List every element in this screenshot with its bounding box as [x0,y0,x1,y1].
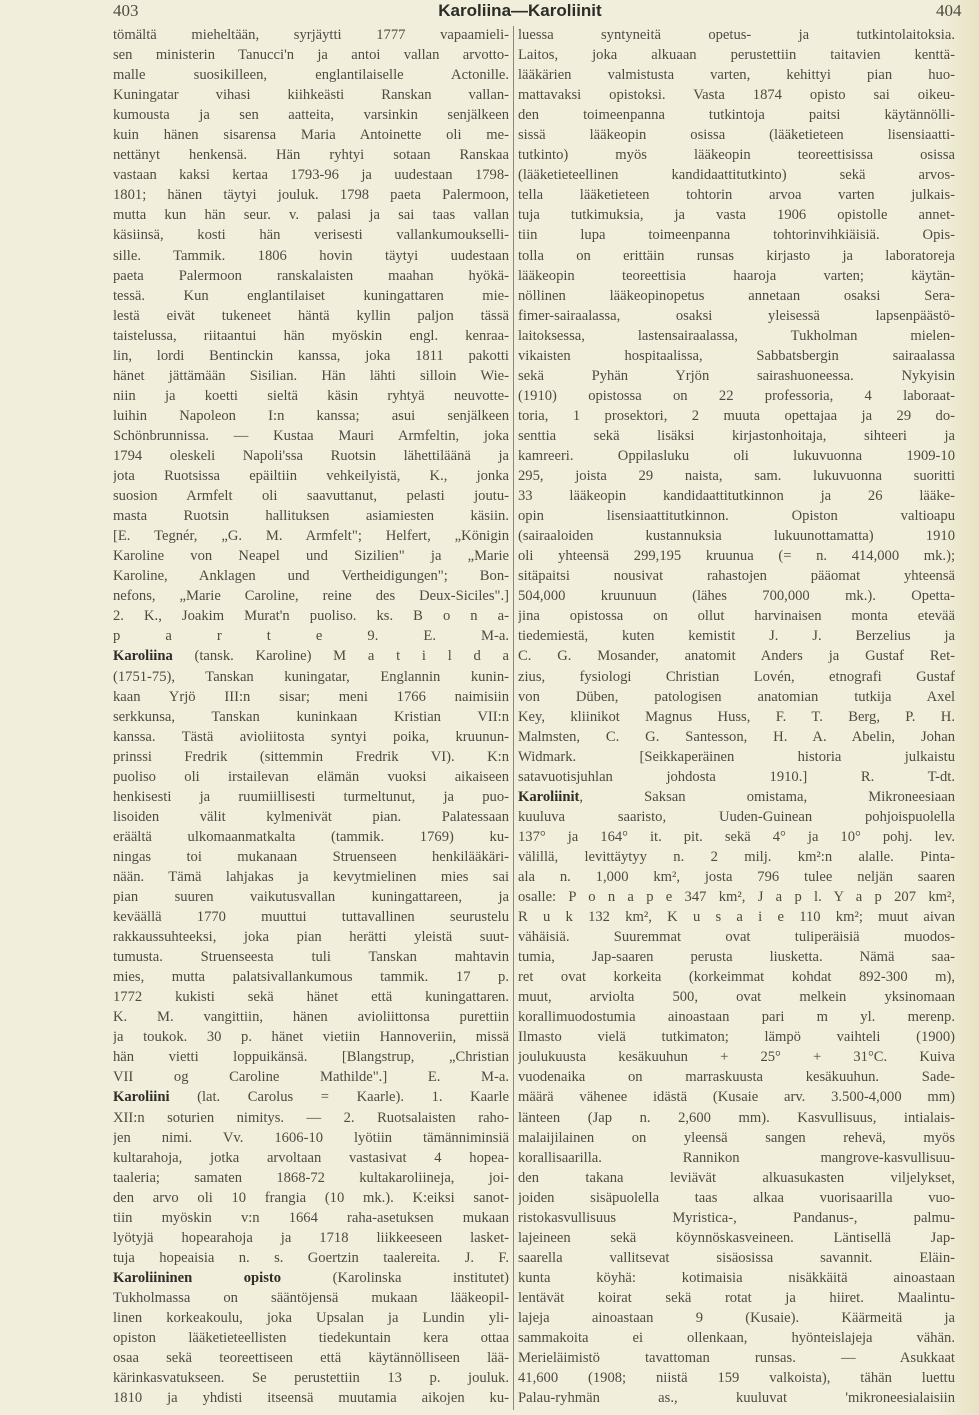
text-line [518,1208,955,1228]
text-line [113,546,509,566]
text-line [518,85,955,105]
text-line [518,326,955,346]
text-line [518,667,955,687]
text-line [113,767,509,787]
text-line [518,105,955,125]
text-line [518,1228,955,1248]
text-line [113,807,509,827]
text-line [113,1328,509,1348]
line-text: serkkunsa, Tanskan kuninkaan Kristian VII:n [113,708,509,725]
line-text: kärinkasvatukseen. Se perustettiin 13 p. jouluk. [113,1370,509,1387]
line-text: den takana leviävät alkuasukasten viljelykset, [518,1169,955,1186]
text-line [518,466,955,486]
text-line [518,707,955,727]
text-line [113,1007,509,1027]
line-text: 504,000 kruunuun (lähes 700,000 mk.). Opetta- [518,588,955,605]
line-text: 1801; hänen täytyi jouluk. 1798 paeta Palermoon, [113,187,509,204]
page-number-right: 404 [936,1,962,20]
text-line [113,205,509,225]
text-line [113,185,509,205]
text-line [518,586,955,606]
line-text: Palau-ryhmän as., kuuluvat 'mikroneesialaisiin [518,1390,955,1407]
text-line [518,165,955,185]
text-line [113,286,509,306]
line-text: henkisesti ja ruumiillisesti turmeltunut, ja puo- [113,788,509,805]
text-line [113,426,509,446]
text-line [113,1208,509,1228]
line-text: joulukuusta kesäkuuhun + 25° + 31°C. Kuiva [518,1049,955,1066]
text-line [113,65,509,85]
line-text: nettänyt henkensä. Hän ryhtyi sotaan Ranskaa [113,147,509,164]
text-line [518,827,955,847]
text-line [113,1308,509,1328]
text-line [518,1188,955,1208]
line-text: tiedemiestä, kuten kemistit J. J. Berzelius ja [518,628,955,645]
line-text: käsiinsä, kosti hän verisesti vallankumoukselli- [113,227,509,244]
text-line [113,967,509,987]
line-text: luihin Napoleon I:n kanssa; asui senjälkeen [113,407,509,424]
line-text: lajeineen sekä köynnöskasveineen. Läntisellä Jap- [518,1229,955,1246]
text-line [518,1148,955,1168]
line-text: prinssi Fredrik (sittemmin Fredrik VI). K:n [113,748,509,765]
text-line [518,266,955,286]
line-text: R u k 132 km², K u s a i e 110 km²; muut aivan [518,909,955,926]
text-line [113,907,509,927]
right-column [518,25,955,1408]
text-line [518,1348,955,1368]
text-line [113,1047,509,1067]
text-line [518,306,955,326]
text-line [518,205,955,225]
line-text: VII og Caroline Mathilde".] E. M-a. [113,1069,509,1086]
text-line [113,606,509,626]
line-text: sitäpaitsi nousivat rahastojen pääomat yhteensä [518,568,955,585]
line-text: sen ministerin Tanucci'n ja antoi vallan arvotto- [113,47,509,64]
line-text: lääkärien valmistusta varten, kehittyi pian huo- [518,67,955,84]
line-text: tiin lupa toimeenpanna tohtorinvihkiäisiä. Opis- [518,227,955,244]
text-line [113,486,509,506]
line-text: (sairaaloiden kustannuksia lukuunottamatta) 1910 [518,528,955,545]
text-line [113,406,509,426]
text-line [113,506,509,526]
line-text: lyötyjä hopearahoja ja 1718 liikkeeseen lasket- [113,1229,509,1246]
line-text: lin, lordi Bentinckin kanssa, joka 1811 pakotti [113,347,509,364]
line-text: lääkeopin teoreettisia haaroja varten; käytän- [518,267,955,284]
line-text: von Düben, patologisen anatomian tutkija Axel [518,688,955,705]
line-text: zius, fysiologi Christian Lovén, etnografi Gustaf [518,668,955,685]
line-text: välillä, levittäytyy n. 2 milj. km²:n alalle. Pinta- [518,848,955,865]
text-line [518,727,955,747]
line-text: opin lisensiaattitutkinnon. Opiston valtioapu [518,508,955,525]
text-line [113,246,509,266]
line-text: vähäisiä. Suuremmat ovat tuliperäisiä muodos- [518,929,955,946]
line-text: malle suosikilleen, englantilaiselle Actonille. [113,67,509,84]
line-text: 1772 kukisti sekä hänet että kuningattaren. [113,989,509,1006]
line-text: korallimuodostumia ainoastaan pari m yl. merenp. [518,1009,955,1026]
line-text: mutta kun hän seur. v. palasi ja sai taas vallan [113,207,509,224]
text-line [113,887,509,907]
line-text: sekä Pyhän Yrjön sairashuoneessa. Nykyisin [518,367,955,384]
text-line [518,1047,955,1067]
line-text: puoliso oli irstailevan elämän vuoksi aikaiseen [113,768,509,785]
text-line [113,787,509,807]
line-text: Ilmasto vielä tutkimaton; lämpö vaihteli (1900) [518,1029,955,1046]
line-text: eräältä ulkomaanmatkalta (tammik. 1769) ku- [113,828,509,845]
line-text: Merieläimistö tavattoman runsas. — Asukkaat [518,1350,955,1367]
text-line [113,747,509,767]
line-text: Karoline von Neapel und Sizilien" ja „Marie [113,548,509,565]
text-line [518,1368,955,1388]
line-text: p a r t e 9. E. M-a. [113,628,509,645]
line-text: Karoline, Anklagen und Vertheidigungen"; Bon- [113,568,509,585]
left-column [113,25,509,1408]
line-text: rakkaussuhteeksi, joka pian herätti yleistä suut- [113,929,509,946]
line-text: (1910) opistossa on 22 professoria, 4 laboraat- [518,387,955,404]
text-line [113,827,509,847]
line-text: kaan Yrjö III:n sisar; meni 1766 naimisiin [113,688,509,705]
line-text: mies, mutta palatsivallankumous tammik. 17 p. [113,969,509,986]
text-line [113,1128,509,1148]
line-text: jina opistossa on ollut harvinaisen monta etevää [518,608,955,625]
line-text: tessä. Kun englantilaiset kuningattaren mie- [113,287,509,304]
line-text: tiin myöskin v:n 1664 raha-asetuksen mukaan [113,1209,509,1226]
line-text: lajeja ainoastaan 9 (Kusaie). Käärmeitä ja [518,1310,955,1326]
entry-headword: Karoliinit [518,788,580,805]
line-text: ningas toi mukanaan Struenseen henkilääkäri- [113,848,509,865]
text-line [113,526,509,546]
line-text: Schönbrunnissa. — Kustaa Mauri Armfeltin, joka [113,427,509,444]
text-line [113,1348,509,1368]
running-head: Karoliina—Karoliinit [438,1,602,20]
line-text: kultarahoja, jotka arvoltaan vastasivat 4 hopea- [113,1149,509,1166]
text-line [518,566,955,586]
entry-headword: Karoliini [113,1089,170,1106]
text-line [518,887,955,907]
page-number-left: 403 [113,1,139,20]
text-line [518,1388,955,1408]
text-line [518,847,955,867]
line-text: taistelussa, riitaantui hän myöskin engl. kenraa- [113,327,509,344]
text-line [113,1288,509,1308]
text-line [113,145,509,165]
text-line [518,546,955,566]
text-line [113,1268,509,1288]
line-text: fimer-sairaalassa, osaksi yleisessä lapsenpäästö- [518,307,955,324]
line-text: mattavaksi opistoksi. Vasta 1874 opisto sai oikeu- [518,87,955,104]
line-text: korallisaarilla. Rannikon mangrove-kasvullisuu- [518,1149,955,1166]
text-line [518,1087,955,1107]
line-text: linen korkeakoulu, joka Upsalan ja Lundin yli- [113,1310,509,1326]
column-divider [513,26,514,1410]
line-text: 1810 ja yhdisti itseensä muutamia aikojen ku- [113,1390,509,1407]
text-line [113,646,509,666]
line-text: hän vietti loppuikänsä. [Blangstrup, „Christian [113,1049,509,1066]
text-line [518,947,955,967]
line-text: den toimeenpanna tutkintoja paitsi käytännölli- [518,107,955,124]
text-line [518,386,955,406]
line-text: osaa sekä teoreettiseen että käytännölliseen lää- [113,1350,509,1367]
line-text: toria, 1 prosektori, 2 muuta opettajaa ja 29 do- [518,407,955,424]
text-line [113,1168,509,1188]
text-line [113,1108,509,1128]
line-text: laitoksessa, lastensairaalassa, Tukholman mielen- [518,327,955,344]
line-text: kuin hänen sisarensa Maria Antoinette oli me- [113,127,509,144]
line-text: 295, joista 29 naista, sam. lukuvuonna suoritti [518,468,955,485]
text-line [518,145,955,165]
text-line [113,727,509,747]
line-text: C. G. Mosander, anatomit Anders ja Gustaf Ret- [518,648,955,665]
line-text: paeta Palermoon ranskalaisten maahan hyökä- [113,267,509,284]
text-line [518,25,955,45]
line-text: 137° ja 164° it. pit. sekä 4° ja 10° pohj. lev. [518,828,955,845]
text-line [113,45,509,65]
text-line [113,987,509,1007]
text-line [518,65,955,85]
line-text: tella lääketieteen tohtorin arvoa varten julkais- [518,187,955,204]
text-line [518,747,955,767]
line-text: sille. Tammik. 1806 hovin täytyi uudestaan [113,247,509,264]
line-text: niin ja koetti sieltä käsin ryhtyä neuvotte- [113,387,509,404]
line-text: tumia, Jap-saaren perusta liusketta. Nämä saa- [518,949,955,966]
text-line [113,626,509,646]
line-text: malaijilainen on yleensä sangen rehevä, myös [518,1129,955,1146]
line-text: oli yhteensä 299,195 kruunua (= n. 414,000 mk.); [518,548,955,565]
line-text: luessa syntyneitä opetus- ja tutkintolaitoksia. [518,27,955,43]
text-line [113,326,509,346]
line-text: K. M. vangittiin, hänen avioliittonsa purettiin [113,1009,509,1026]
line-text: Widmark. [Seikkaperäinen historia julkaistu [518,748,955,765]
text-line [518,185,955,205]
line-text: opiston lääketieteellisten tiedekuntain kera ottaa [113,1330,509,1347]
line-text: 33 lääkeopin kandidaattitutkinnon ja 26 lääke- [518,488,955,505]
text-line [518,1248,955,1268]
line-text: Laitos, joka alkuaan perustettiin taitavien kenttä- [518,47,955,64]
text-line [518,1128,955,1148]
line-text: Kuningatar vihasi kiihkeästi Ranskan vallan- [113,87,509,104]
text-line [113,266,509,286]
line-text: ala n. 1,000 km², josta 796 tulee neljän saaren [518,868,955,885]
line-text: suosion Armfelt oli saavuttanut, pelasti joutu- [113,488,509,505]
line-text: (1751-75), Tanskan kuningatar, Englannin kunin- [113,668,509,685]
line-text: tutkinto) myös lääkeopin teoreettisissa osissa [518,147,955,164]
line-text: , Saksan omistama, Mikroneesiaan [579,788,955,805]
line-text: 2. K., Joakim Murat'n puoliso. ks. B o n a- [113,608,509,625]
line-text: tuja hopeaisia n. s. Goertzin taalereita. J. F. [113,1249,509,1266]
line-text: XII:n soturien nimitys. — 2. Ruotsalaisten raho- [113,1109,509,1126]
text-line [518,486,955,506]
text-line [113,1027,509,1047]
text-line [113,366,509,386]
text-line [113,947,509,967]
text-line [518,1308,955,1328]
text-line [518,406,955,426]
text-line [518,125,955,145]
line-text: nöllinen lääkeopinopetus annetaan osaksi Sera- [518,287,955,304]
text-line [113,165,509,185]
line-text: keväällä 1770 muuttui tuttavallinen seurustelu [113,909,509,926]
line-text: kamreeri. Oppilasluku oli lukuvuonna 1909-10 [518,447,955,464]
line-text: hänet jättämään Sisilian. Hän lähti silloin Wie- [113,367,509,384]
text-line [113,225,509,245]
line-text: nään. Tämä lahjakas ja kevytmielinen mies sai [113,868,509,885]
line-text: osalle: P o n a p e 347 km², J a p l. Y a p 207 km², [518,889,955,906]
text-line [518,45,955,65]
text-line [518,927,955,947]
line-text: joiden sisäpuolella taas alkaa vuorisaarilla vuo- [518,1189,955,1206]
text-line [113,847,509,867]
text-line [518,446,955,466]
text-line [113,85,509,105]
text-line [113,566,509,586]
text-line [518,366,955,386]
text-line [518,286,955,306]
line-text: ret ovat korkeita (korkeimmat kohdat 892-300 m), [518,969,955,986]
text-line [518,1007,955,1027]
line-text: masta Ruotsin hallituksen asiamiesten käsiin. [113,508,509,525]
text-line [518,506,955,526]
line-text: nefons, „Marie Caroline, reine des Deux-Siciles".] [113,588,509,605]
line-text: kunta köyhä: kotimaisia nisäkkäitä ainoastaan [518,1269,955,1286]
text-line [113,1248,509,1268]
line-text: vikaisten hospitaalissa, Sabbatsbergin sairaalassa [518,347,955,364]
line-text: pian suuren vaikutusvallan kuningattareen, ja [113,889,509,906]
text-line [113,1188,509,1208]
text-line [113,1087,509,1107]
text-line [518,967,955,987]
line-text: Malmsten, C. G. Santesson, H. A. Abelin, Johan [518,728,955,745]
line-text: (lat. Carolus = Kaarle). 1. Kaarle [169,1089,509,1106]
text-line [518,1027,955,1047]
text-line [518,1168,955,1188]
text-line [518,1328,955,1348]
text-line [518,626,955,646]
line-text: muut, arviolta 500, ovat melkein yksinomaan [518,989,955,1006]
text-line [113,687,509,707]
text-line [113,446,509,466]
line-text: satavuotisjuhlan johdosta 1910.] R. T-dt. [518,768,955,785]
text-line [113,1148,509,1168]
line-text: taaleria; samaten 1868-72 kultakaroliineja, joi- [113,1169,509,1186]
line-text: kumousta ja sen aatteita, varsinkin senjälkeen [113,107,509,124]
text-line [113,25,509,45]
line-text: 1794 oleskeli Napoli'ssa Ruotsin lähettiläänä ja [113,447,509,464]
text-line [518,426,955,446]
line-text: den arvo oli 10 frangia (10 mk.). K:eiksi sanot- [113,1189,509,1206]
line-text: ristokasvullisuus Myristica-, Pandanus-, palmu- [518,1209,955,1226]
text-line [518,1067,955,1087]
line-text: kanssa. Tästä avioliitosta syntyi poika, kruunun- [113,728,509,745]
text-line [113,346,509,366]
line-text: Key, kliinikot Magnus Huss, F. T. Berg, P. H. [518,708,955,725]
line-text: lestä eivät tukeneet häntä kyllin paljon tässä [113,307,509,324]
line-text: sammakoita ei ollenkaan, hyönteislajeja vähän. [518,1330,955,1347]
line-text: tumusta. Struenseesta tuli Tanskan mahtavin [113,949,509,966]
text-line [113,927,509,947]
line-text: (lääketieteellinen kandidaattitutkinto) sekä arvos- [518,167,955,184]
line-text: 41,600 (1908; niistä 159 valkoista), tähän luettu [518,1370,955,1387]
line-text: kuuluva saaristo, Uuden-Guinean pohjoispuolella [518,808,955,825]
text-line [113,386,509,406]
text-line [113,707,509,727]
line-text: tuja tutkimuksia, ja vasta 1906 opistolle annet- [518,207,955,224]
text-line [518,606,955,626]
line-text: vuodenaika on marraskuusta kesäkuuhun. Sade- [518,1069,955,1086]
text-line [113,105,509,125]
text-line [518,1108,955,1128]
text-line [518,1268,955,1288]
text-line [518,987,955,1007]
line-text: määrä vähenee idästä (Kusaie arv. 3.500-4,000 mm) [518,1089,955,1106]
text-line [113,1228,509,1248]
line-text: Tukholmassa on sääntöjensä mukaan lääkeopil- [113,1289,509,1306]
line-text: saarella vallitsevat sisäosissa savannit. Eläin- [518,1249,955,1266]
line-text: senttia sekä lisäksi kirjastonhoitaja, sihteeri ja [518,427,955,444]
line-text: ja toukok. 30 p. hänet vietiin Hannoveriin, missä [113,1029,509,1046]
text-line [518,907,955,927]
line-text: sissä lääkeopin osissa (lääketieteen lisensiaatti- [518,127,955,144]
text-line [518,787,955,807]
text-line [113,1067,509,1087]
text-line [113,867,509,887]
text-line [113,667,509,687]
line-text: vastaan kaksi kertaa 1793-96 ja uudestaan 1798- [113,167,509,184]
text-line [518,687,955,707]
text-line [518,1288,955,1308]
text-line [518,767,955,787]
line-text: tolla on erittäin runsas kirjasto ja laboratoreja [518,247,955,264]
line-text: (Karolinska institutet) [281,1269,509,1286]
text-line [518,346,955,366]
text-line [113,306,509,326]
text-line [518,867,955,887]
line-text: lisoiden välit kylmenivät pian. Palatessaan [113,808,509,825]
line-text: [E. Tegnér, „G. M. Armfelt"; Helfert, „Königin [113,528,509,545]
text-line [113,586,509,606]
text-line [518,246,955,266]
text-line [113,1368,509,1388]
line-text: jen nimi. Vv. 1606-10 lyötiin tämänniminsiä [113,1129,509,1146]
text-line [518,526,955,546]
line-text: (tansk. Karoline) M a t i l d a [172,648,509,665]
entry-headword: Karoliina [113,648,173,665]
line-text: länteen (Jap n. 2,600 mm). Kasvullisuus, intialais- [518,1109,955,1126]
text-line [518,807,955,827]
line-text: tömältä mieheltään, syrjäytti 1777 vapaamieli- [113,27,509,43]
line-text: jota Ruotsissa epäiltiin vehkeilyistä, K., jonka [113,468,509,485]
entry-headword: Karoliininen opisto [113,1269,282,1286]
text-line [518,646,955,666]
text-line [518,225,955,245]
text-line [113,125,509,145]
text-line [113,1388,509,1408]
text-line [113,466,509,486]
line-text: lentävät koirat sekä rotat ja hiiret. Maalintu- [518,1289,955,1306]
